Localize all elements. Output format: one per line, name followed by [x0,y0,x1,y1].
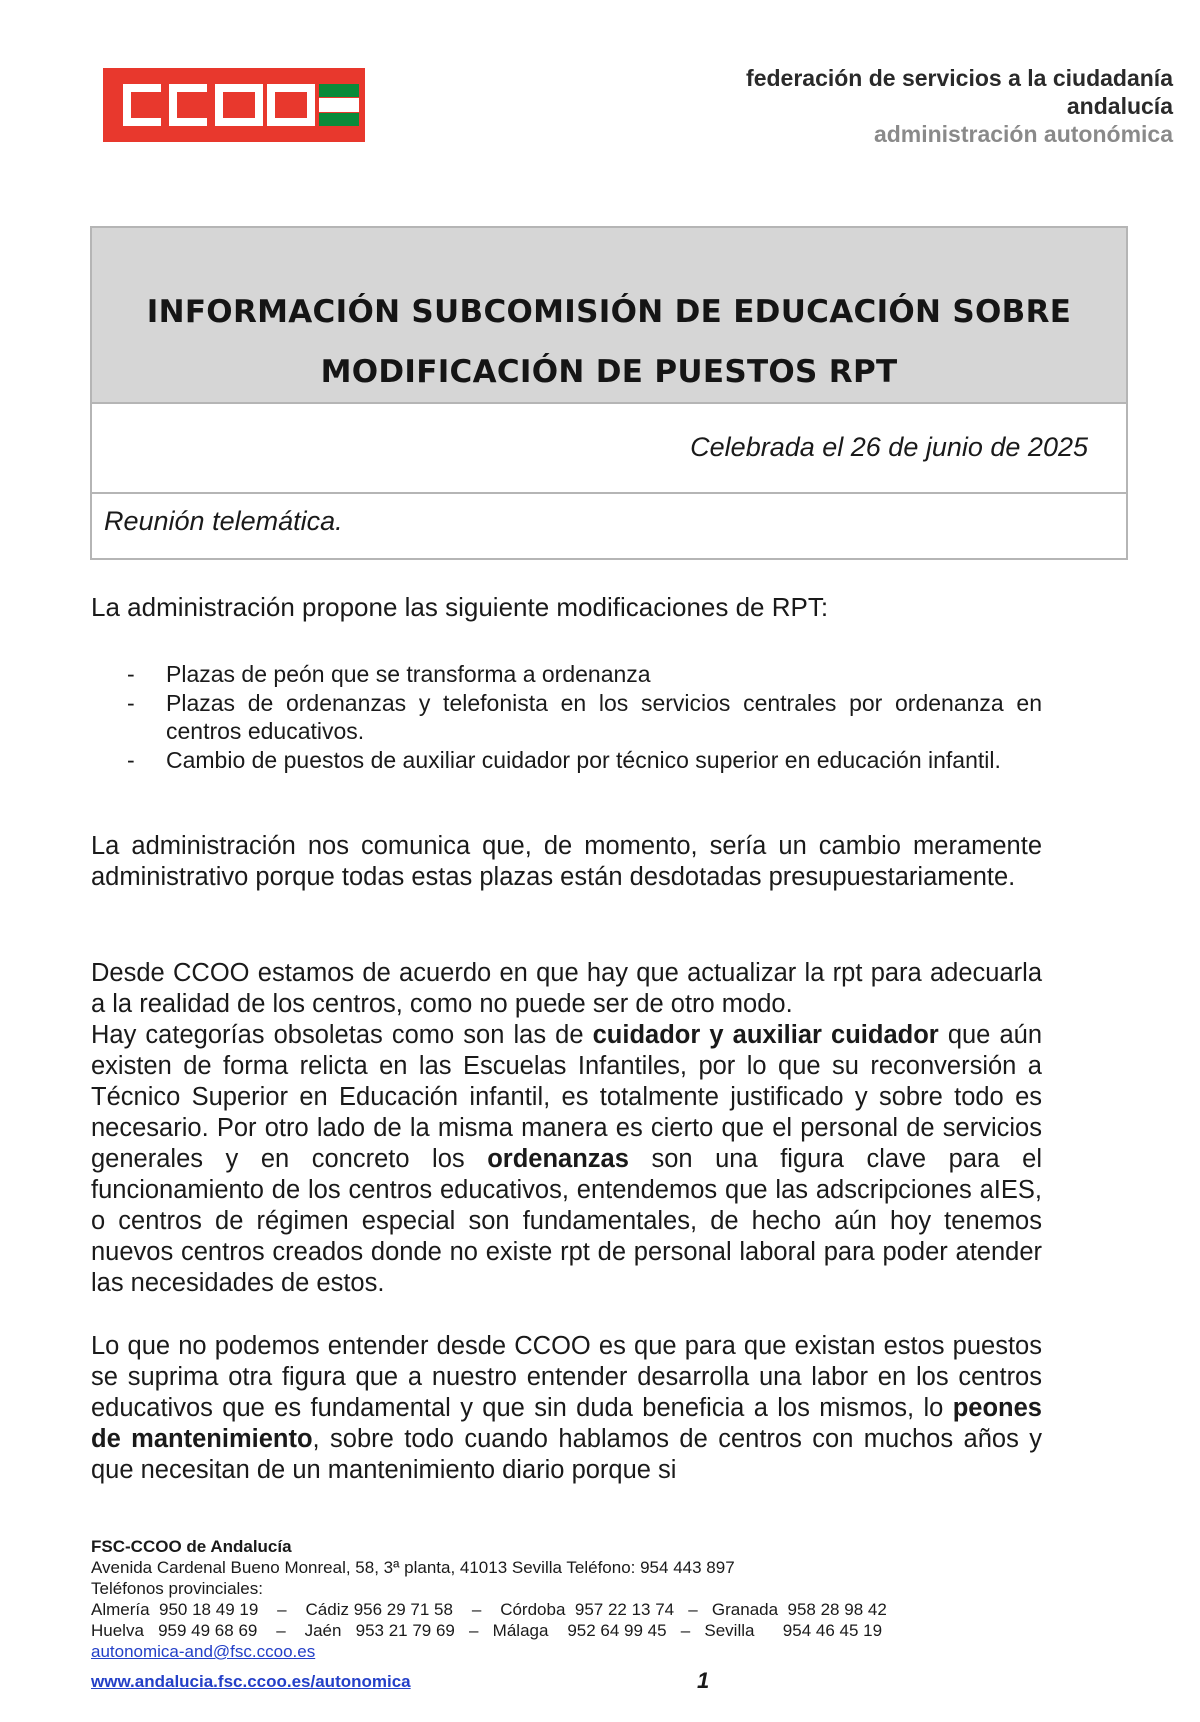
title-header [92,228,1126,404]
ccoo-logo [103,68,365,142]
paragraph-1: La administración nos comunica que, de momento, sería un cambio meramente administrativo porque todas estas plazas están desdotadas presupuestariamente. [91,832,1042,891]
org-line-1: federación de servicios a la ciudadanía [746,65,1173,91]
paragraph-2a: Desde CCOO estamos de acuerdo en que hay que actualizar la rpt para adecuarla a la realidad de los centros, como no puede ser de otro modo. [91,959,1042,1018]
title-line-1: INFORMACIÓN SUBCOMISIÓN DE EDUCACIÓN SOBRE [146,294,1072,330]
footer-email-link[interactable]: autonomica-and@fsc.ccoo.es [91,1642,316,1661]
meeting-date: Celebrada el 26 de junio de 2025 [92,404,1126,494]
org-line-2: andalucía [1066,93,1173,119]
paragraph-2 [91,958,1042,1299]
paragraph-3 [91,1331,1042,1486]
footer-brand: FSC-CCOO de Andalucía [91,1537,292,1556]
page-number: 1 [697,1668,710,1693]
list-item: - Cambio de puestos de auxiliar cuidador por técnico superior en educación infantil. [127,747,1001,773]
footer-phones-row-2: Huelva 959 49 68 69 – Jaén 953 21 79 69 – Málaga 952 64 99 45 – Sevilla 954 46 45 19 [91,1621,883,1640]
list-item-text: Plazas de peón que se transforma a ordenanza [166,661,651,687]
list-item: - Plazas de peón que se transforma a ordenanza [127,661,651,687]
organization-name [746,64,1173,148]
text-span: Hay categorías obsoletas como son las de [91,1021,593,1049]
bold-span: peones de mantenimiento [91,1394,1042,1453]
footer-phones-label: Teléfonos provinciales: [91,1579,263,1598]
text-span: son una figura clave para el funcionamiento de los centros educativos, entendemos que las adscripciones aIES, o centros de régimen especial son fundamentales, de hecho aún hoy tenemos nuevos centros creados donde no existe rpt de personal laboral para poder atender las necesidades de estos. [91,1145,1043,1297]
list-item-text: Plazas de ordenanzas y telefonista en los servicios centrales por ordenanza en centros educativos. [166,690,1042,744]
footer-address: Avenida Cardenal Bueno Monreal, 58, 3ª planta, 41013 Sevilla Teléfono: 954 443 897 [91,1558,735,1577]
proposals-list [91,660,1042,775]
org-line-3: administración autonómica [873,121,1173,147]
footer-phones-row-1: Almería 950 18 49 19 – Cádiz 956 29 71 58 – Córdoba 957 22 13 74 – Granada 958 28 98 42 [91,1600,887,1619]
paragraph-2b [91,1020,1042,1299]
bold-span: ordenanzas [487,1145,629,1173]
list-item: - Plazas de ordenanzas y telefonista en los servicios centrales por ordenanza en centros educativos. [127,690,1042,744]
title-box [90,226,1128,560]
meeting-type: Reunión telemática. [104,506,343,536]
footer-website-link[interactable]: www.andalucia.fsc.ccoo.es/autonomica [91,1672,411,1691]
text-span: Lo que no podemos entender desde CCOO es que para que existan estos puestos se suprima otra figura que a nuestro entender desarrolla una labor en los centros educativos que es fundamental y que sin duda beneficia a los mismos, lo [91,1332,1042,1422]
text-span: que aún existen de forma relicta en las Escuelas Infantiles, por lo que su reconversión a Técnico Superior en Educación infantil, es totalmente justificado y sobre todo es necesario. Por otro lado de la misma manera es cierto que el personal de servicios generales y en concreto los [91,1021,1043,1173]
bold-span: cuidador y auxiliar cuidador [592,1021,939,1049]
title-line-2: MODIFICACIÓN DE PUESTOS RPT [320,354,898,390]
text-span: , sobre todo cuando hablamos de centros con muchos años y que necesitan de un mantenimiento diario porque si [91,1425,1042,1484]
list-item-text: Cambio de puestos de auxiliar cuidador por técnico superior en educación infantil. [166,747,1001,773]
footer [91,1536,887,1662]
intro-paragraph: La administración propone las siguiente modificaciones de RPT: [91,592,829,622]
